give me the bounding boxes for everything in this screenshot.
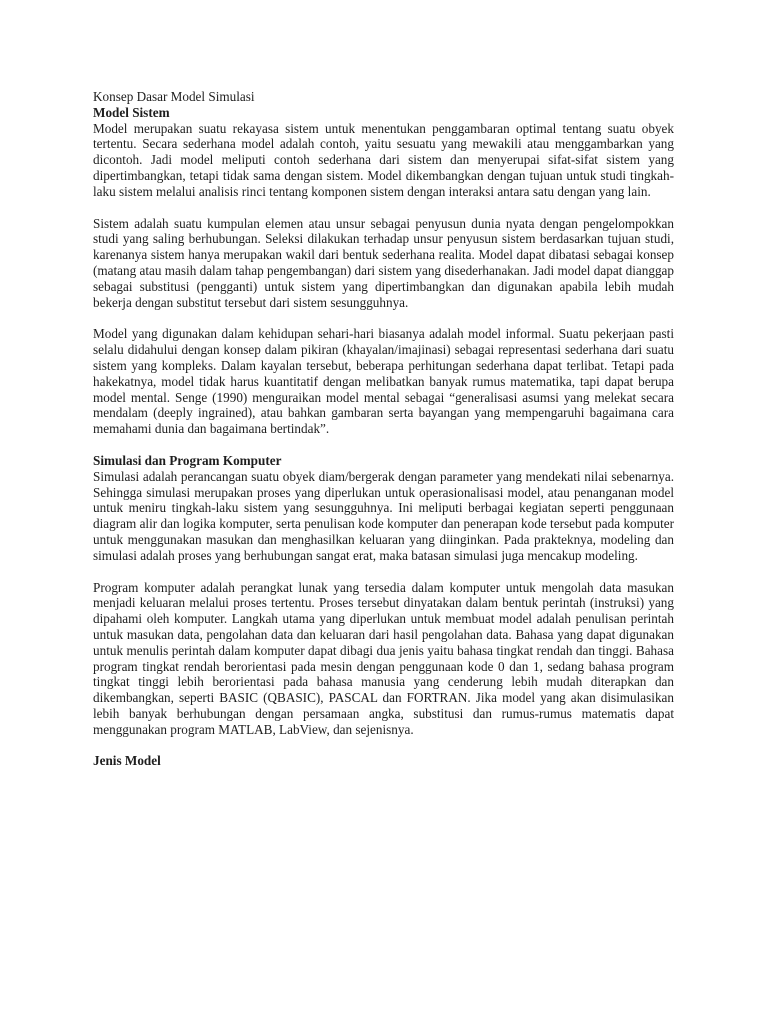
paragraph: Program komputer adalah perangkat lunak yang tersedia dalam komputer untuk mengolah data masukan menjadi keluaran melalui proses tertentu. Proses tersebut dinyatakan dalam bentuk perintah (instruksi) yang dipahami oleh komputer. Langkah utama yang diperlukan untuk membuat model adalah penulisan perintah untuk masukan data, pengolahan data dan keluaran dari hasil pengolahan data. Bahasa yang dapat digunakan untuk menulis perintah dalam komputer dapat dibagi dua jenis yaitu bahasa tingkat rendah dan tinggi. Bahasa program tingkat rendah berorientasi pada mesin dengan penggunaan kode 0 dan 1, sedang bahasa program tingkat tinggi lebih berorientasi pada bahasa manusia yang cenderung lebih mudah diterapkan dan dikembangkan, seperti BASIC (QBASIC), PASCAL dan FORTRAN. Jika model yang akan disimulasikan lebih banyak berhubungan dengan persamaan angka, substitusi dan rumus-rumus matematis dapat menggunakan program MATLAB, LabView, dan sejenisnya. <box>93 579 674 737</box>
section-heading-model-sistem: Model Sistem <box>93 104 170 120</box>
paragraph: Simulasi adalah perancangan suatu obyek diam/bergerak dengan parameter yang mendekati nilai sebenarnya. Sehingga simulasi merupakan proses yang diperlukan untuk operasionalisasi model, atau penanganan model untuk meniru tingkah-laku sistem yang sesungguhnya. Ini meliputi berbagai kegiatan seperti penggunaan diagram alir dan logika komputer, serta penulisan kode komputer dan penerapan kode tersebut pada komputer untuk menggunakan masukan dan menghasilkan keluaran yang diinginkan. Pada prakteknya, modeling dan simulasi adalah proses yang berhubungan sangat erat, maka batasan simulasi juga mencakup modeling. <box>93 468 674 563</box>
paragraph: Model yang digunakan dalam kehidupan sehari-hari biasanya adalah model informal. Suatu pekerjaan pasti selalu didahului dengan konsep dalam pikiran (khayalan/imajinasi) sebagai representasi sederhana dari suatu sistem yang kompleks. Dalam kayalan tersebut, beberapa perhitungan sederhana dapat terlibat. Tetapi pada hakekatnya, model tidak harus kuantitatif dengan melibatkan banyak rumus matematika, tapi dapat berupa model mental. Senge (1990) menguraikan model mental sebagai “generalisasi asumsi yang melekat secara mendalam (deeply ingrained), atau bahkan gambaran serta bayangan yang mempengaruhi bagaimana cara memahami dunia dan bagaimana bertindak”. <box>93 326 674 437</box>
section-heading-jenis-model: Jenis Model <box>93 753 161 769</box>
paragraph: Model merupakan suatu rekayasa sistem untuk menentukan penggambaran optimal tentang suatu obyek tertentu. Secara sederhana model adalah contoh, yaitu sesuatu yang mewakili atau menggambarkan yang dicontoh. Jadi model meliputi contoh sederhana dari sistem dan menyerupai sifat-sifat sistem yang dipertimbangkan, tetapi tidak sama dengan sistem. Model dikembangkan dengan tujuan untuk studi tingkah-laku sistem melalui analisis rinci tentang komponen sistem dengan interaksi antara satu dengan yang lain. <box>93 120 674 199</box>
section-heading-simulasi: Simulasi dan Program Komputer <box>93 452 282 468</box>
document-page <box>93 89 674 769</box>
paragraph: Sistem adalah suatu kumpulan elemen atau unsur sebagai penyusun dunia nyata dengan pengelompokkan studi yang saling berhubungan. Seleksi dilakukan terhadap unsur penyusun sistem berdasarkan tujuan studi, karenanya sistem hanya merupakan wakil dari bentuk sederhana realita. Model dapat dibatasi sebagai konsep (matang atau masih dalam tahap pengembangan) dari sistem yang disederhanakan. Jadi model dapat dianggap sebagai substitusi (pengganti) untuk sistem yang dipertimbangkan dan digunakan apabila lebih mudah bekerja dengan substitut tersebut dari sistem sesungguhnya. <box>93 215 674 310</box>
document-title: Konsep Dasar Model Simulasi <box>93 89 255 104</box>
